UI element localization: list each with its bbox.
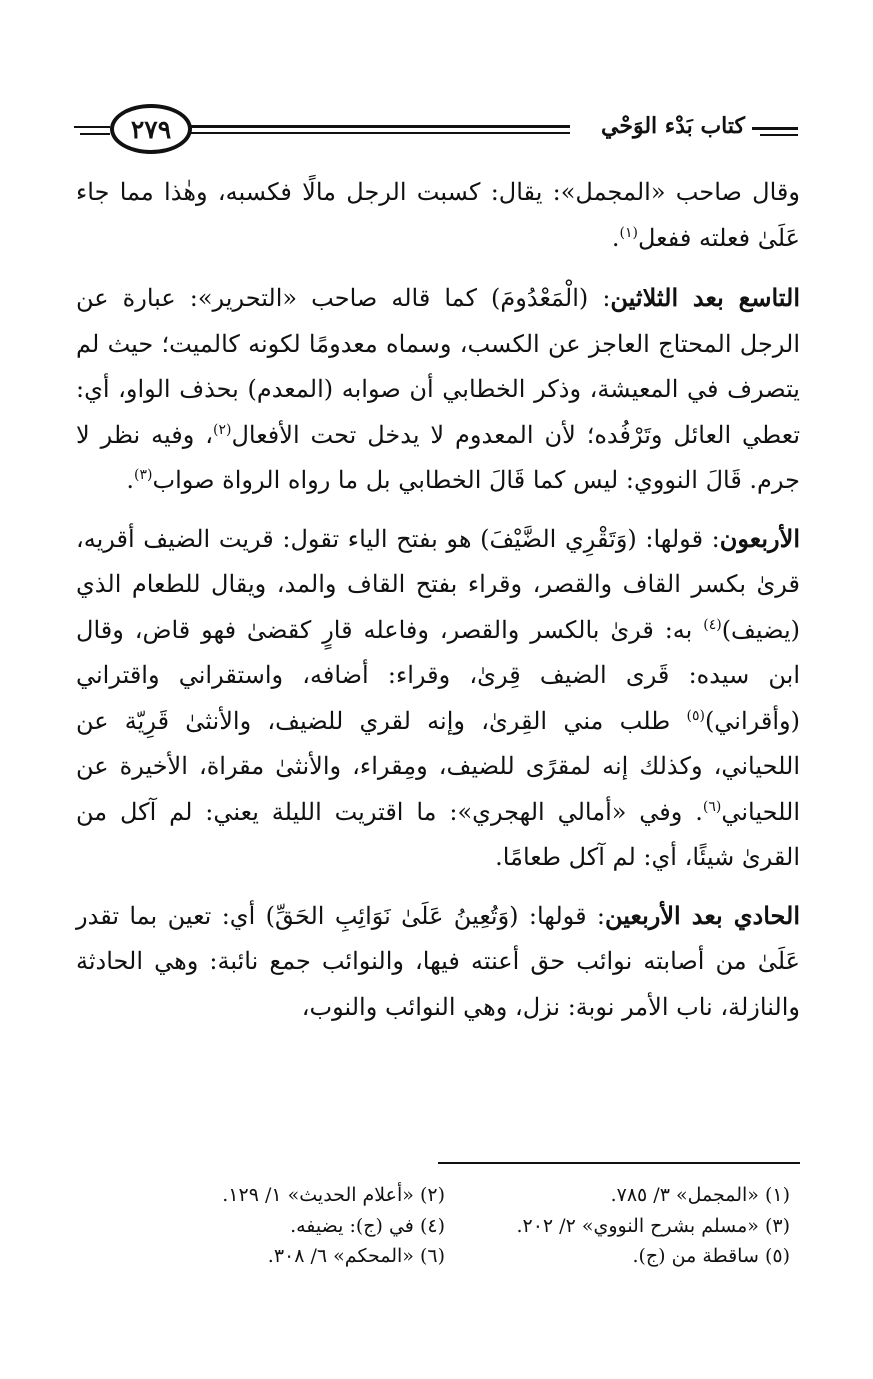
main-text	[76, 170, 800, 1042]
footnote-number: (٤)	[419, 1214, 445, 1237]
header-rule-right-bottom	[760, 134, 798, 136]
footnote-text: «أعلام الحديث» ١/ ١٢٩.	[222, 1184, 414, 1206]
footnote-3	[445, 1211, 790, 1242]
footnote-row	[100, 1211, 790, 1242]
footnote-ref: (٣)	[134, 467, 153, 483]
footnote-ref: (٥)	[686, 707, 705, 724]
page-number	[110, 104, 192, 154]
footnote-ref: (١)	[619, 224, 638, 241]
paragraph-1	[76, 170, 800, 261]
footnote-row	[100, 1241, 790, 1272]
footnote-2	[100, 1180, 445, 1211]
footnote-4	[100, 1211, 445, 1242]
running-title: كتاب بَدْء الوَحْي	[601, 113, 745, 139]
header-rule-left-inner	[80, 133, 110, 135]
footnote-5	[445, 1241, 790, 1272]
paragraph-text: . وفي «أمالي الهجري»: ما اقتريت الليلة يعني: لم آكل من القرىٰ شيئًا، أي: لم آكل طعامًا.	[76, 797, 800, 871]
paragraph-text: .	[611, 223, 620, 252]
paragraph-text: .	[126, 466, 135, 494]
header-rule-main-top	[190, 125, 570, 128]
footnote-text: في (ج): يضيفه.	[290, 1214, 414, 1237]
footnote-1	[445, 1180, 790, 1211]
footnote-text: «المحكم» ٦/ ٣٠٨.	[267, 1245, 414, 1267]
footnote-text: «المجمل» ٣/ ٧٨٥.	[610, 1184, 759, 1206]
section-heading: التاسع بعد الثلاثين	[610, 283, 801, 312]
footnote-row	[100, 1180, 790, 1211]
page-number-text: ٢٧٩	[130, 114, 172, 144]
footnote-text: «مسلم بشرح النووي» ٢/ ٢٠٢.	[516, 1214, 759, 1237]
paragraph-2	[76, 275, 800, 504]
header-rule-left-outer	[74, 126, 110, 128]
paragraph-text: ، وفيه نظر لا جرم. قَالَ النووي: ليس كما قَالَ الخطابي بل ما رواه الرواة صواب	[76, 420, 800, 494]
footnote-text: ساقطة من (ج).	[632, 1245, 759, 1267]
paragraph-text: : (الْمَعْدُومَ) كما قاله صاحب «التحرير»: عبارة عن الرجل المحتاج العاجز عن الكسب، وسماه معدومًا لكونه كالميت؛ حيث لم يتصرف في المعيشة، وذكر الخطابي أن صوابه (المعدم) بحذف الواو، أي: تعطي العائل وتَرْفُده؛ لأن المعدوم لا يدخل تحت الأفعال	[76, 284, 801, 449]
footnote-number: (١)	[764, 1184, 790, 1206]
footnote-number: (٥)	[764, 1245, 790, 1267]
paragraph-4	[76, 893, 800, 1031]
footnote-ref: (٦)	[702, 798, 722, 815]
header-rule-main-bottom	[190, 132, 570, 134]
paragraph-text: : قولها: (وَتُعِينُ عَلَىٰ نَوَائِبِ الحَقِّ) أي: تعين بما تقدر عَلَىٰ من أصابته نوائب حق أعنته فيها، والنوائب جمع نائبة: وهي الحادثة والنازلة، ناب الأمر نوبة: نزل، وهي النوائب والنوب،	[76, 901, 800, 1021]
paragraph-text: : قولها: (وَتَقْرِي الضَّيْفَ) هو بفتح الياء تقول: قريت الضيف أقريه، قرىٰ بكسر القاف والقصر، وقراء بفتح القاف والمد، ويقال للطعام الذي (يضيف)	[76, 524, 800, 644]
footnote-ref: (٢)	[213, 421, 232, 438]
header-rule-right-top	[752, 127, 798, 130]
section-heading: الحادي بعد الأربعين	[604, 900, 800, 930]
paragraph-3	[76, 516, 800, 881]
footnote-number: (٦)	[419, 1245, 445, 1267]
section-heading: الأربعون	[719, 523, 800, 553]
footnote-ref: (٤)	[703, 616, 722, 633]
footnote-number: (٣)	[764, 1214, 790, 1237]
paragraph-text: به: قرىٰ بالكسر والقصر، وفاعله قارٍ كقضىٰ فهو قاض، وقال ابن سيده: قَرى الضيف قِرىٰ، وقراء: أضافه، واستقراني واقتراني (وأقراني)	[76, 615, 800, 735]
footnote-6	[100, 1241, 445, 1272]
footnote-separator	[438, 1162, 800, 1164]
paragraph-text: طلب مني القِرىٰ، وإنه لقري للضيف، والأنثىٰ قَرِيّة عن اللحياني، وكذلك إنه لمقرًى للضيف، ومِقراء، والأنثىٰ مقراة، الأخيرة عن اللحياني	[76, 706, 800, 826]
footnotes	[100, 1180, 790, 1272]
footnote-number: (٢)	[419, 1184, 445, 1206]
paragraph-text: وقال صاحب «المجمل»: يقال: كسبت الرجل مالًا فكسبه، وهٰذا مما جاء عَلَىٰ فعلته ففعل	[76, 178, 800, 252]
